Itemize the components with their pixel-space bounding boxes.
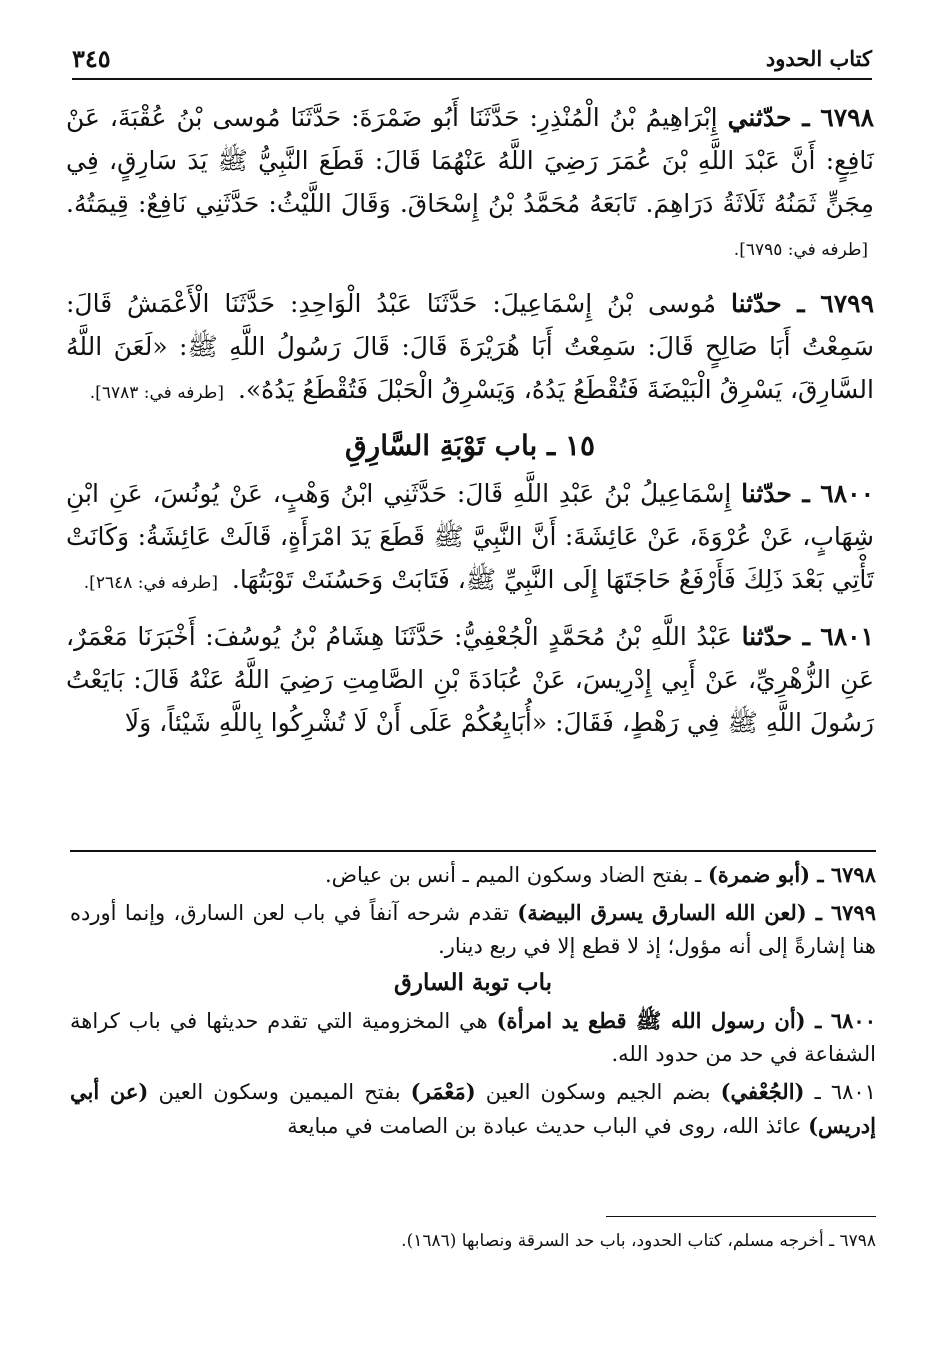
- commentary-body: بفتح الميمين وسكون العين: [158, 1080, 401, 1104]
- hadith-number: ٦٧٩٨ ـ حدّثني: [727, 103, 874, 132]
- hadith-6800: [66, 472, 874, 605]
- commentary-lemma: ٦٧٩٨ ـ (أبو ضمرة): [707, 862, 876, 887]
- commentary-divider: [70, 850, 876, 852]
- hadith-6801: [66, 615, 874, 744]
- commentary-lemma: (الجُعْفي): [720, 1079, 805, 1104]
- commentary-body: تقدم شرحه آنفاً في باب لعن السارق، وإنما أورده هنا إشارةً إلى أنه مؤول؛ إذ لا قطع إلا في ربع دينار.: [70, 901, 876, 958]
- hadith-body: مُوسى بْنُ إِسْمَاعِيلَ: حَدَّثَنَا عَبْدُ الْوَاحِدِ: حَدَّثَنَا الْأَعْمَشُ قَالَ: سَمِعْتُ أَبَا صَالِحٍ قَالَ: سَمِعْتُ أَبَا هُرَيْرَةَ قَالَ: قَالَ رَسُولُ اللَّهِ ﷺ: «لَعَنَ اللَّهُ السَّارِقَ، يَسْرِقُ الْبَيْضَةَ فَتُقْطَعُ يَدُهُ، وَيَسْرِقُ الْحَبْلَ فَتُقْطَعُ يَدُهُ».: [66, 289, 874, 404]
- hadith-body: عَبْدُ اللَّهِ بْنُ مُحَمَّدٍ الْجُعْفِيُّ: حَدَّثَنَا هِشَامُ بْنُ يُوسُفَ: أَخْبَرَنَا مَعْمَرٌ، عَنِ الزُّهْرِيِّ، عَنْ أَبِي إِدْرِيسَ، عَنْ عُبَادَةَ بْنِ الصَّامِتِ رَضِيَ اللَّهُ عَنْهُ قَالَ: بَايَعْتُ رَسُولَ اللَّهِ ﷺ فِي رَهْطٍ، فَقَالَ: «أُبَايِعُكُمْ عَلَى أَنْ لَا تُشْرِكُوا بِاللَّهِ شَيْئاً، وَلَا: [66, 622, 874, 737]
- commentary-body: هي المخزومية التي تقدم حديثها في باب كراهة الشفاعة في حد من حدود الله.: [70, 1009, 876, 1066]
- commentary-body: بضم الجيم وسكون العين: [485, 1080, 711, 1104]
- hadith-6798: [66, 96, 874, 272]
- commentary-6799: [70, 896, 876, 963]
- footnote: ٦٧٩٨ ـ أخرجه مسلم، كتاب الحدود، باب حد السرقة ونصابها (١٦٨٦).: [401, 1231, 876, 1251]
- commentary-section-title: باب توبة السارق: [394, 969, 552, 996]
- commentary-lemma: ٦٧٩٩ ـ (لعن الله السارق يسرق البيضة): [517, 900, 876, 925]
- cross-reference: [طرفه في: ٦٧٨٣].: [89, 383, 224, 403]
- commentary-6801: [70, 1075, 876, 1143]
- hadith-body: إِسْمَاعِيلُ بْنُ عَبْدِ اللَّهِ قَالَ: حَدَّثَنِي ابْنُ وَهْبٍ، عَنْ يُونُسَ، عَنِ ابْنِ شِهَابٍ، عَنْ عُرْوَةَ، عَنْ عَائِشَةَ: أَنَّ النَّبِيَّ ﷺ قَطَعَ يَدَ امْرَأَةٍ، قَالَتْ عَائِشَةُ: وَكَانَتْ تَأْتِي بَعْدَ ذَلِكَ فَأَرْفَعُ حَاجَتَهَا إِلَى النَّبِيِّ ﷺ، فَتَابَتْ وَحَسُنَتْ تَوْبَتُهَا.: [66, 479, 874, 594]
- commentary-lemma: ٦٨٠٠ ـ (أن رسول الله ﷺ قطع يد امرأة): [496, 1008, 876, 1033]
- footnote-divider: [606, 1216, 876, 1217]
- hadith-number: ٦٨٠١ ـ حدّثنا: [741, 622, 874, 651]
- commentary-lemma: (مَعْمَر): [410, 1079, 476, 1104]
- hadith-text: [66, 96, 874, 744]
- commentary: [70, 858, 876, 1147]
- commentary-body: عائذ الله، روى في الباب حديث عبادة بن الصامت في مبايعة: [287, 1114, 802, 1138]
- hadith-6799: [66, 282, 874, 415]
- hadith-body: إِبْرَاهِيمُ بْنُ الْمُنْذِرِ: حَدَّثَنَا أَبُو ضَمْرَةَ: حَدَّثَنَا مُوسى بْنُ عُقْبَةَ، عَنْ نَافِعٍ: أَنَّ عَبْدَ اللَّهِ بْنَ عُمَرَ رَضِيَ اللَّهُ عَنْهُمَا قَالَ: قَطَعَ النَّبِيُّ ﷺ يَدَ سَارِقٍ، فِي مِجَنٍّ ثَمَنُهُ ثَلَاثَةُ دَرَاهِمَ. تَابَعَهُ مُحَمَّدُ بْنُ إِسْحَاقَ. وَقَالَ اللَّيْثُ: حَدَّثَنِي نَافِعٌ: قِيمَتُهُ.: [66, 103, 874, 218]
- page-header: [72, 38, 872, 80]
- commentary-body: ـ بفتح الضاد وسكون الميم ـ أنس بن عياض.: [324, 863, 702, 887]
- running-title: كتاب الحدود: [765, 45, 872, 71]
- commentary-number: ٦٨٠١ ـ: [814, 1080, 876, 1104]
- commentary-6800: [70, 1004, 876, 1071]
- cross-reference: [طرفه في: ٢٦٤٨].: [83, 573, 218, 593]
- chapter-title: ١٥ ـ باب تَوْبَةِ السَّارِقِ: [344, 429, 596, 462]
- cross-reference: [طرفه في: ٦٧٩٥].: [733, 240, 868, 260]
- page-number: ٣٤٥: [72, 43, 111, 73]
- hadith-number: ٦٧٩٩ ـ حدّثنا: [730, 289, 874, 318]
- hadith-number: ٦٨٠٠ ـ حدّثنا: [741, 479, 874, 508]
- commentary-lemma: (عن أبي إدريس): [70, 1079, 876, 1138]
- commentary-6798: [70, 858, 876, 892]
